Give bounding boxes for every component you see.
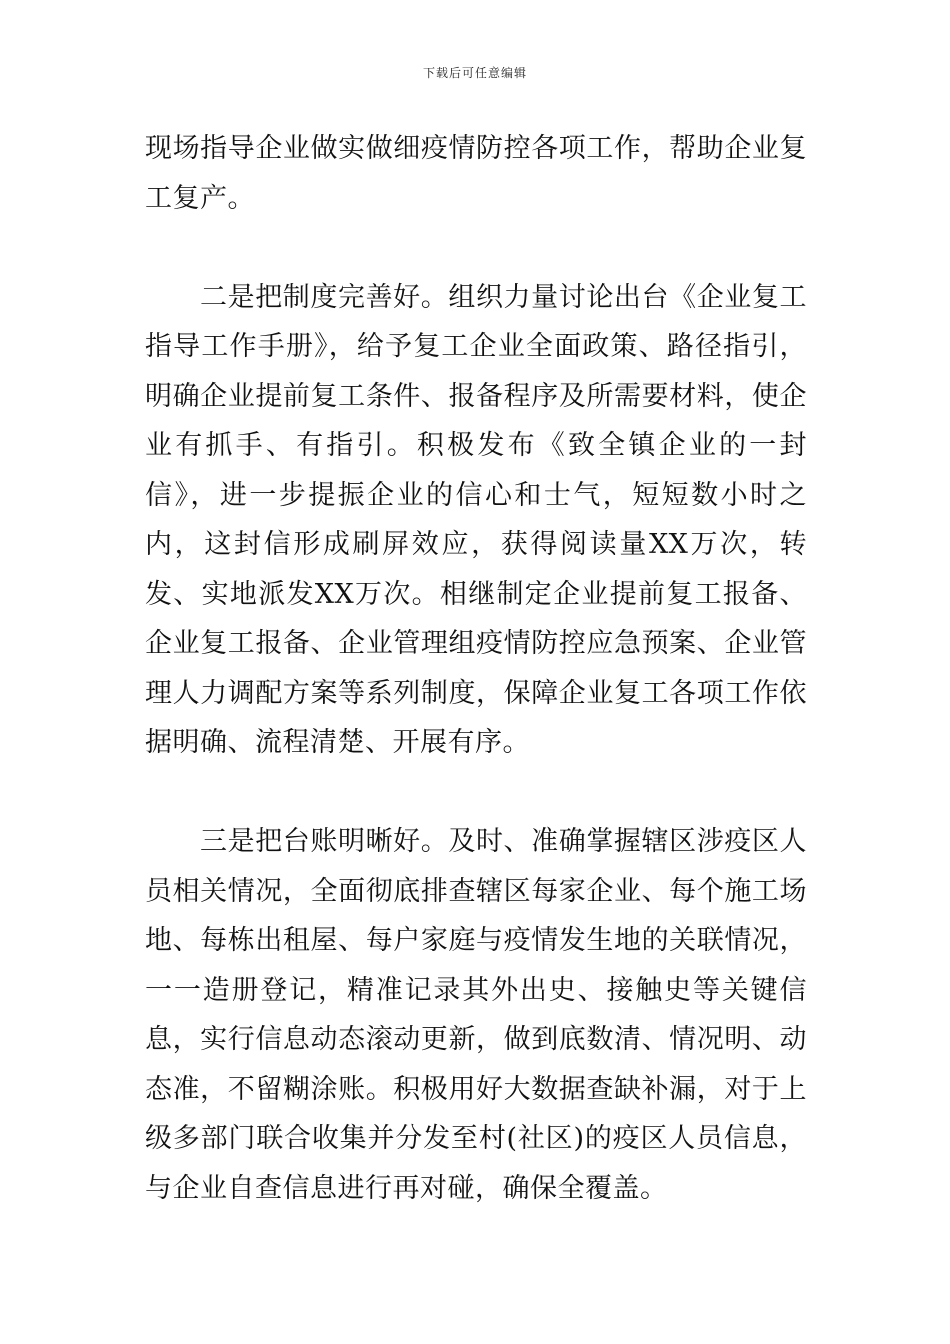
paragraph-continuation: 现场指导企业做实做细疫情防控各项工作，帮助企业复工复产。 xyxy=(145,133,807,214)
paragraph-system-improvement: 二是把制度完善好。组织力量讨论出台《企业复工指导工作手册》，给予复工企业全面政策、路径指引，明确企业提前复工条件、报备程序及所需要材料，使企业有抓手、有指引。积极发布《致全镇企业的一封信》，进一步提振企业的信心和士气，短短数小时之内，这封信形成刷屏效应，获得阅读量XX万次，转发、实地派发XX万次。相继制定企业提前复工报备、企业复工报备、企业管理组疫情防控应急预案、企业管理人力调配方案等系列制度，保障企业复工各项工作依据明确、流程清楚、开展有序。 xyxy=(145,281,807,758)
header-note: 下载后可任意编辑 xyxy=(422,66,527,80)
paragraph-ledger-clarity: 三是把台账明晰好。及时、准确掌握辖区涉疫区人员相关情况，全面彻底排查辖区每家企业、每个施工场地、每栋出租屋、每户家庭与疫情发生地的关联情况，一一造册登记，精准记录其外出史、接触史等关键信息，实行信息动态滚动更新，做到底数清、情况明、动态准，不留糊涂账。积极用好大数据查缺补漏，对于上级多部门联合收集并分发至村(社区)的疫区人员信息，与企业自查信息进行再对碰，确保全覆盖。 xyxy=(145,826,807,1204)
document-body xyxy=(145,124,807,1213)
